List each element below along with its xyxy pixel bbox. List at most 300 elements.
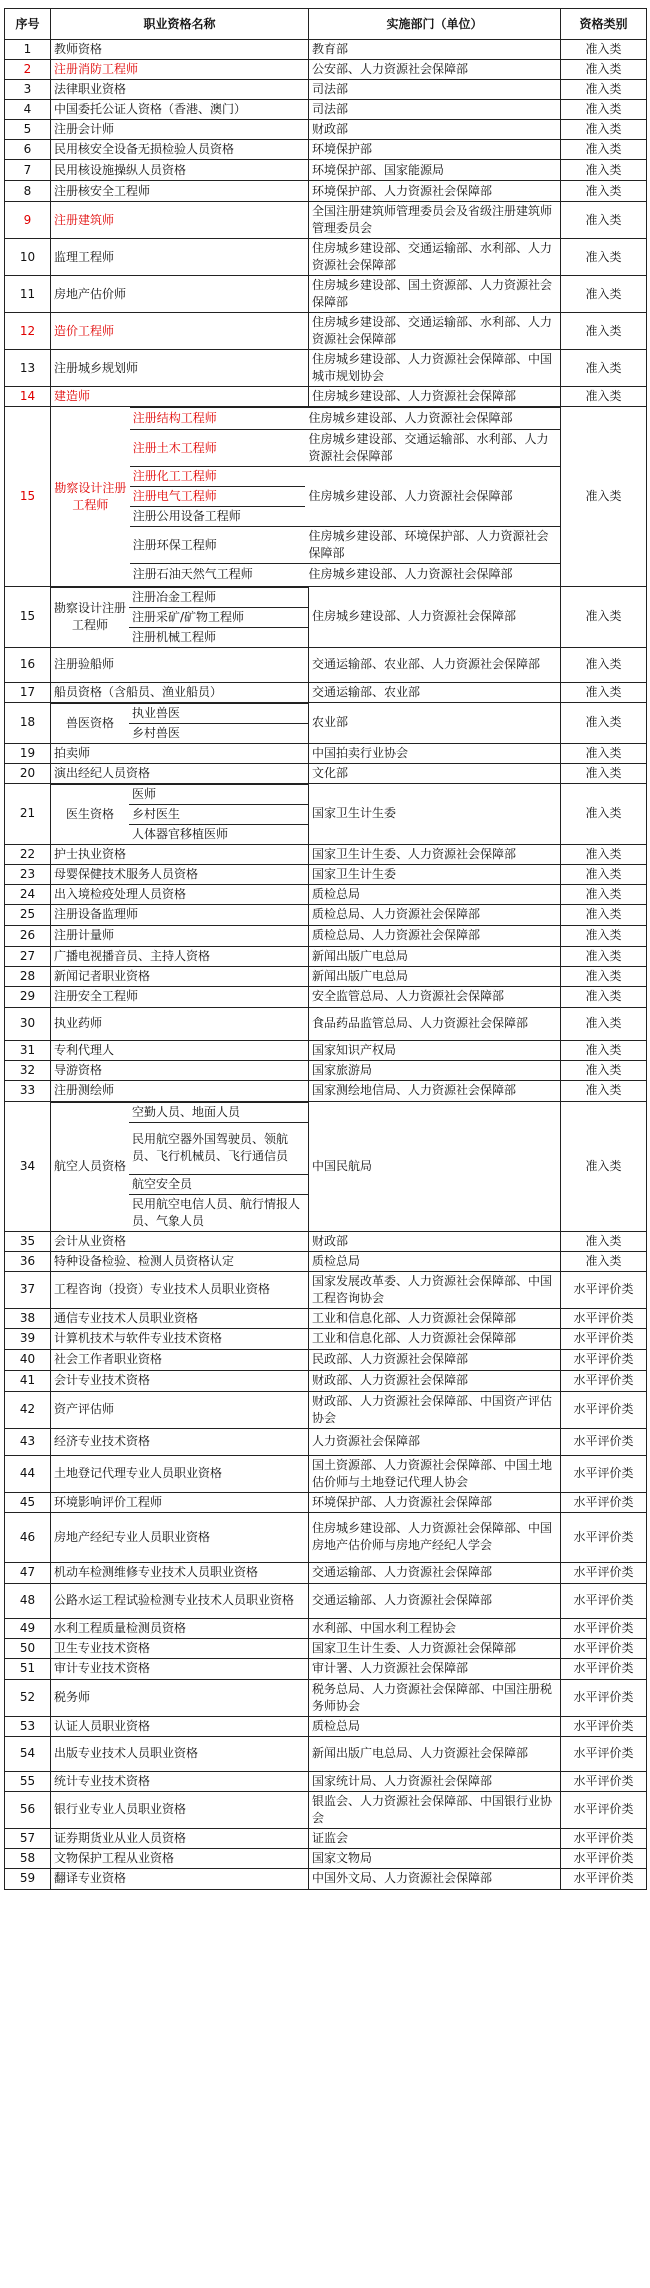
- qualification-category: 准入类: [561, 100, 647, 120]
- implementing-department: 审计署、人力资源社会保障部: [309, 1658, 561, 1679]
- qualification-category: 水平评价类: [561, 1370, 647, 1391]
- row-number: 57: [5, 1828, 51, 1848]
- sub-qualification-name: 乡村医生: [129, 804, 308, 824]
- qualification-category: 准入类: [561, 276, 647, 313]
- table-row: [5, 276, 647, 313]
- implementing-department: 中国拍卖行业协会: [309, 743, 561, 763]
- qualification-category: 水平评价类: [561, 1512, 647, 1562]
- implementing-department: 住房城乡建设部、交通运输部、水利部、人力资源社会保障部: [305, 430, 560, 467]
- sub-qualification-name: 航空安全员: [129, 1174, 308, 1194]
- implementing-department: 教育部: [309, 40, 561, 60]
- table-row: [5, 202, 647, 239]
- qualification-category: 准入类: [561, 60, 647, 80]
- group-label: 医生资格: [51, 784, 129, 844]
- row-number: 17: [5, 682, 51, 702]
- qualification-name: 审计专业技术资格: [51, 1658, 309, 1679]
- row-number: 11: [5, 276, 51, 313]
- row-number: 23: [5, 864, 51, 884]
- implementing-department: 住房城乡建设部、人力资源社会保障部、中国城市规划协会: [309, 350, 561, 387]
- row-number: 55: [5, 1771, 51, 1791]
- qualification-category: 准入类: [561, 160, 647, 181]
- qualification-category: 准入类: [561, 1101, 647, 1231]
- row-number: 32: [5, 1060, 51, 1080]
- row-number: 46: [5, 1512, 51, 1562]
- grouped-qualification-cell: [51, 407, 561, 587]
- table-row: [5, 647, 647, 682]
- table-row: [5, 1060, 647, 1080]
- qualification-category: 准入类: [561, 1007, 647, 1040]
- qualification-category: 水平评价类: [561, 1736, 647, 1771]
- table-row: [5, 743, 647, 763]
- row-number: 34: [5, 1101, 51, 1231]
- qualification-category: 准入类: [561, 1251, 647, 1271]
- row-number: 25: [5, 904, 51, 925]
- qualification-name: 注册建筑师: [51, 202, 309, 239]
- group-label: 勘察设计注册工程师: [51, 587, 129, 647]
- row-number: 39: [5, 1328, 51, 1349]
- qualification-category: 准入类: [561, 202, 647, 239]
- group-label: 兽医资格: [51, 703, 129, 743]
- qualification-name: 会计专业技术资格: [51, 1370, 309, 1391]
- row-number: 56: [5, 1791, 51, 1828]
- row-number: 27: [5, 946, 51, 966]
- qualification-table: [4, 8, 647, 1890]
- table-row: [5, 1428, 647, 1455]
- qualification-category: 准入类: [561, 844, 647, 864]
- implementing-department: 环境保护部: [309, 140, 561, 160]
- row-number: 31: [5, 1040, 51, 1060]
- qualification-name: 建造师: [51, 387, 309, 407]
- table-row: [5, 1828, 647, 1848]
- table-row: [5, 1583, 647, 1618]
- implementing-department: 国家统计局、人力资源社会保障部: [309, 1771, 561, 1791]
- qualification-category: 准入类: [561, 1231, 647, 1251]
- qualification-category: 水平评价类: [561, 1391, 647, 1428]
- implementing-department: 银监会、人力资源社会保障部、中国银行业协会: [309, 1791, 561, 1828]
- header-name: 职业资格名称: [51, 9, 309, 40]
- row-number: 41: [5, 1370, 51, 1391]
- table-row-group: [5, 586, 647, 647]
- qualification-category: 准入类: [561, 1080, 647, 1101]
- implementing-department: 交通运输部、农业部: [309, 682, 561, 702]
- table-row-group: [5, 702, 647, 743]
- sub-qualification-name: 注册土木工程师: [130, 430, 306, 467]
- table-row: [5, 1349, 647, 1370]
- qualification-category: 水平评价类: [561, 1583, 647, 1618]
- row-number: 37: [5, 1271, 51, 1308]
- row-number: 18: [5, 702, 51, 743]
- implementing-department: 住房城乡建设部、人力资源社会保障部: [309, 387, 561, 407]
- header-category: 资格类别: [561, 9, 647, 40]
- implementing-department: 住房城乡建设部、交通运输部、水利部、人力资源社会保障部: [309, 239, 561, 276]
- qualification-name: 水利工程质量检测员资格: [51, 1618, 309, 1638]
- sub-row: [51, 408, 560, 430]
- sub-qualification-name: 注册冶金工程师: [129, 587, 308, 607]
- implementing-department: 安全监管总局、人力资源社会保障部: [309, 986, 561, 1007]
- header-dept: 实施部门（单位）: [309, 9, 561, 40]
- qualification-name: 注册会计师: [51, 120, 309, 140]
- table-row: [5, 350, 647, 387]
- table-row: [5, 1455, 647, 1492]
- implementing-department: 住房城乡建设部、人力资源社会保障部: [305, 564, 560, 586]
- qualification-category: 水平评价类: [561, 1828, 647, 1848]
- implementing-department: 质检总局: [309, 1251, 561, 1271]
- qualification-name: 土地登记代理专业人员职业资格: [51, 1455, 309, 1492]
- implementing-department: 人力资源社会保障部: [309, 1428, 561, 1455]
- sub-row: [51, 784, 308, 804]
- sub-qualification-name: 注册石油天然气工程师: [130, 564, 306, 586]
- qualification-category: 准入类: [561, 904, 647, 925]
- qualification-category: 水平评价类: [561, 1658, 647, 1679]
- qualification-category: 水平评价类: [561, 1308, 647, 1328]
- table-row: [5, 1328, 647, 1349]
- qualification-name: 广播电视播音员、主持人资格: [51, 946, 309, 966]
- table-row: [5, 1868, 647, 1889]
- row-number: 5: [5, 120, 51, 140]
- implementing-department: 国土资源部、人力资源社会保障部、中国土地估价师与土地登记代理人协会: [309, 1455, 561, 1492]
- row-number: 13: [5, 350, 51, 387]
- table-row: [5, 1080, 647, 1101]
- implementing-department: 交通运输部、人力资源社会保障部: [309, 1562, 561, 1583]
- qualification-name: 船员资格（含船员、渔业船员）: [51, 682, 309, 702]
- qualification-name: 护士执业资格: [51, 844, 309, 864]
- implementing-department: 税务总局、人力资源社会保障部、中国注册税务师协会: [309, 1679, 561, 1716]
- table-row: [5, 946, 647, 966]
- implementing-department: 住房城乡建设部、人力资源社会保障部: [305, 467, 560, 527]
- implementing-department: 住房城乡建设部、人力资源社会保障部: [305, 408, 560, 430]
- table-row: [5, 1512, 647, 1562]
- qualification-name: 房地产估价师: [51, 276, 309, 313]
- qualification-category: 准入类: [561, 313, 647, 350]
- sub-qualification-name: 注册机械工程师: [129, 627, 308, 647]
- qualification-category: 准入类: [561, 387, 647, 407]
- row-number: 9: [5, 202, 51, 239]
- implementing-department: 住房城乡建设部、人力资源社会保障部: [309, 586, 561, 647]
- row-number: 47: [5, 1562, 51, 1583]
- implementing-department: 国家旅游局: [309, 1060, 561, 1080]
- implementing-department: 全国注册建筑师管理委员会及省级注册建筑师管理委员会: [309, 202, 561, 239]
- qualification-category: 准入类: [561, 1060, 647, 1080]
- qualification-category: 水平评价类: [561, 1791, 647, 1828]
- table-row: [5, 160, 647, 181]
- sub-qualification-name: 注册采矿/矿物工程师: [129, 607, 308, 627]
- row-number: 4: [5, 100, 51, 120]
- qualification-name: 导游资格: [51, 1060, 309, 1080]
- row-number: 1: [5, 40, 51, 60]
- row-number: 7: [5, 160, 51, 181]
- row-number: 54: [5, 1736, 51, 1771]
- table-row: [5, 1771, 647, 1791]
- qualification-category: 水平评价类: [561, 1349, 647, 1370]
- qualification-name: 公路水运工程试验检测专业技术人员职业资格: [51, 1583, 309, 1618]
- implementing-department: 中国外文局、人力资源社会保障部: [309, 1868, 561, 1889]
- qualification-name: 证券期货业从业人员资格: [51, 1828, 309, 1848]
- row-number: 52: [5, 1679, 51, 1716]
- qualification-name: 资产评估师: [51, 1391, 309, 1428]
- implementing-department: 住房城乡建设部、国土资源部、人力资源社会保障部: [309, 276, 561, 313]
- implementing-department: 住房城乡建设部、环境保护部、人力资源社会保障部: [305, 527, 560, 564]
- table-row: [5, 884, 647, 904]
- sub-qualification-name: 乡村兽医: [129, 723, 308, 743]
- qualification-category: 水平评价类: [561, 1562, 647, 1583]
- qualification-category: 准入类: [561, 682, 647, 702]
- implementing-department: 中国民航局: [309, 1101, 561, 1231]
- qualification-category: 准入类: [561, 350, 647, 387]
- qualification-category: 水平评价类: [561, 1455, 647, 1492]
- table-row: [5, 1251, 647, 1271]
- row-number: 24: [5, 884, 51, 904]
- implementing-department: 国家知识产权局: [309, 1040, 561, 1060]
- qualification-category: 准入类: [561, 986, 647, 1007]
- qualification-name: 注册安全工程师: [51, 986, 309, 1007]
- implementing-department: 文化部: [309, 763, 561, 783]
- sub-qualification-name: 空勤人员、地面人员: [129, 1102, 308, 1122]
- qualification-category: 准入类: [561, 1040, 647, 1060]
- table-row: [5, 1679, 647, 1716]
- grouped-qualification-cell: [51, 783, 309, 844]
- qualification-name: 造价工程师: [51, 313, 309, 350]
- row-number: 6: [5, 140, 51, 160]
- qualification-name: 社会工作者职业资格: [51, 1349, 309, 1370]
- qualification-category: 水平评价类: [561, 1848, 647, 1868]
- table-row: [5, 1007, 647, 1040]
- implementing-department: 民政部、人力资源社会保障部: [309, 1349, 561, 1370]
- table-row: [5, 1791, 647, 1828]
- row-number: 44: [5, 1455, 51, 1492]
- qualification-category: 准入类: [561, 647, 647, 682]
- implementing-department: 质检总局、人力资源社会保障部: [309, 925, 561, 946]
- row-number: 12: [5, 313, 51, 350]
- row-number: 48: [5, 1583, 51, 1618]
- table-row: [5, 1658, 647, 1679]
- qualification-name: 翻译专业资格: [51, 1868, 309, 1889]
- qualification-name: 环境影响评价工程师: [51, 1492, 309, 1512]
- implementing-department: 环境保护部、国家能源局: [309, 160, 561, 181]
- table-row: [5, 181, 647, 202]
- row-number: 15: [5, 407, 51, 587]
- qualification-name: 注册测绘师: [51, 1080, 309, 1101]
- qualification-name: 特种设备检验、检测人员资格认定: [51, 1251, 309, 1271]
- qualification-category: 准入类: [561, 763, 647, 783]
- table-row: [5, 1271, 647, 1308]
- qualification-name: 认证人员职业资格: [51, 1716, 309, 1736]
- row-number: 8: [5, 181, 51, 202]
- implementing-department: 司法部: [309, 100, 561, 120]
- table-row: [5, 120, 647, 140]
- table-row: [5, 925, 647, 946]
- qualification-name: 注册城乡规划师: [51, 350, 309, 387]
- sub-qualification-name: 注册电气工程师: [130, 487, 306, 507]
- row-number: 21: [5, 783, 51, 844]
- grouped-qualification-cell: [51, 1101, 309, 1231]
- implementing-department: 财政部、人力资源社会保障部、中国资产评估协会: [309, 1391, 561, 1428]
- qualification-category: 水平评价类: [561, 1328, 647, 1349]
- group-label: 航空人员资格: [51, 1102, 129, 1231]
- table-row: [5, 239, 647, 276]
- table-row: [5, 1638, 647, 1658]
- implementing-department: 交通运输部、农业部、人力资源社会保障部: [309, 647, 561, 682]
- qualification-category: 准入类: [561, 120, 647, 140]
- table-row: [5, 1040, 647, 1060]
- implementing-department: 财政部、人力资源社会保障部: [309, 1370, 561, 1391]
- implementing-department: 司法部: [309, 80, 561, 100]
- implementing-department: 国家卫生计生委: [309, 783, 561, 844]
- implementing-department: 财政部: [309, 120, 561, 140]
- table-row: [5, 1562, 647, 1583]
- row-number: 49: [5, 1618, 51, 1638]
- group-label: 勘察设计注册工程师: [54, 480, 127, 512]
- row-number: 19: [5, 743, 51, 763]
- table-row-group: [5, 407, 647, 587]
- row-number: 45: [5, 1492, 51, 1512]
- table-row: [5, 100, 647, 120]
- qualification-name: 注册计量师: [51, 925, 309, 946]
- row-number: 29: [5, 986, 51, 1007]
- row-number: 2: [5, 60, 51, 80]
- table-row: [5, 682, 647, 702]
- implementing-department: 环境保护部、人力资源社会保障部: [309, 1492, 561, 1512]
- qualification-category: 准入类: [561, 702, 647, 743]
- sub-qualification-name: 民用航空器外国驾驶员、领航员、飞行机械员、飞行通信员: [129, 1122, 308, 1174]
- table-row: [5, 80, 647, 100]
- table-row: [5, 966, 647, 986]
- sub-qualification-name: 医师: [129, 784, 308, 804]
- qualification-name: 注册验船师: [51, 647, 309, 682]
- row-number: 59: [5, 1868, 51, 1889]
- table-row: [5, 1370, 647, 1391]
- row-number: 36: [5, 1251, 51, 1271]
- implementing-department: 农业部: [309, 702, 561, 743]
- table-row: [5, 763, 647, 783]
- qualification-category: 准入类: [561, 80, 647, 100]
- qualification-category: 准入类: [561, 966, 647, 986]
- implementing-department: 公安部、人力资源社会保障部: [309, 60, 561, 80]
- qualification-name: 银行业专业人员职业资格: [51, 1791, 309, 1828]
- implementing-department: 国家发展改革委、人力资源社会保障部、中国工程咨询协会: [309, 1271, 561, 1308]
- implementing-department: 水利部、中国水利工程协会: [309, 1618, 561, 1638]
- row-number: 53: [5, 1716, 51, 1736]
- grouped-qualification-cell: [51, 702, 309, 743]
- sub-qualification-name: 注册结构工程师: [130, 408, 306, 430]
- implementing-department: 新闻出版广电总局: [309, 966, 561, 986]
- implementing-department: 国家测绘地信局、人力资源社会保障部: [309, 1080, 561, 1101]
- implementing-department: 财政部: [309, 1231, 561, 1251]
- qualification-category: 水平评价类: [561, 1618, 647, 1638]
- qualification-name: 民用核设施操纵人员资格: [51, 160, 309, 181]
- qualification-name: 房地产经纪专业人员职业资格: [51, 1512, 309, 1562]
- qualification-name: 计算机技术与软件专业技术资格: [51, 1328, 309, 1349]
- implementing-department: 质检总局: [309, 1716, 561, 1736]
- row-number: 20: [5, 763, 51, 783]
- qualification-name: 注册设备监理师: [51, 904, 309, 925]
- qualification-category: 准入类: [561, 181, 647, 202]
- implementing-department: 国家卫生计生委、人力资源社会保障部: [309, 844, 561, 864]
- qualification-category: 准入类: [561, 925, 647, 946]
- table-row: [5, 844, 647, 864]
- implementing-department: 住房城乡建设部、交通运输部、水利部、人力资源社会保障部: [309, 313, 561, 350]
- qualification-category: 准入类: [561, 946, 647, 966]
- row-number: 26: [5, 925, 51, 946]
- qualification-category: 准入类: [561, 586, 647, 647]
- qualification-category: 水平评价类: [561, 1271, 647, 1308]
- implementing-department: 工业和信息化部、人力资源社会保障部: [309, 1308, 561, 1328]
- row-number: 33: [5, 1080, 51, 1101]
- qualification-category: 准入类: [561, 884, 647, 904]
- table-row: [5, 1618, 647, 1638]
- implementing-department: 住房城乡建设部、人力资源社会保障部、中国房地产估价师与房地产经纪人学会: [309, 1512, 561, 1562]
- qualification-category: 准入类: [561, 140, 647, 160]
- qualification-name: 拍卖师: [51, 743, 309, 763]
- qualification-category: 水平评价类: [561, 1492, 647, 1512]
- table-row: [5, 60, 647, 80]
- table-row: [5, 313, 647, 350]
- grouped-qualification-cell: [51, 586, 309, 647]
- row-number: 28: [5, 966, 51, 986]
- sub-qualification-name: 注册化工工程师: [130, 467, 306, 487]
- table-row: [5, 904, 647, 925]
- table-row-group: [5, 1101, 647, 1231]
- row-number: 42: [5, 1391, 51, 1428]
- implementing-department: 食品药品监管总局、人力资源社会保障部: [309, 1007, 561, 1040]
- header-no: 序号: [5, 9, 51, 40]
- qualification-name: 注册核安全工程师: [51, 181, 309, 202]
- qualification-name: 机动车检测维修专业技术人员职业资格: [51, 1562, 309, 1583]
- qualification-category: 准入类: [561, 40, 647, 60]
- row-number: 43: [5, 1428, 51, 1455]
- qualification-category: 准入类: [561, 407, 647, 587]
- table-row: [5, 1492, 647, 1512]
- implementing-department: 质检总局: [309, 884, 561, 904]
- qualification-category: 准入类: [561, 864, 647, 884]
- implementing-department: 交通运输部、人力资源社会保障部: [309, 1583, 561, 1618]
- row-number: 58: [5, 1848, 51, 1868]
- implementing-department: 国家文物局: [309, 1848, 561, 1868]
- qualification-name: 专利代理人: [51, 1040, 309, 1060]
- table-row: [5, 864, 647, 884]
- qualification-category: 准入类: [561, 783, 647, 844]
- table-header-row: [5, 9, 647, 40]
- sub-qualification-name: 注册公用设备工程师: [130, 507, 306, 527]
- implementing-department: 新闻出版广电总局: [309, 946, 561, 966]
- qualification-name: 演出经纪人员资格: [51, 763, 309, 783]
- sub-qualification-name: 民用航空电信人员、航行情报人员、气象人员: [129, 1194, 308, 1231]
- qualification-name: 监理工程师: [51, 239, 309, 276]
- qualification-category: 水平评价类: [561, 1868, 647, 1889]
- sub-qualification-name: 人体器官移植医师: [129, 824, 308, 844]
- implementing-department: 环境保护部、人力资源社会保障部: [309, 181, 561, 202]
- table-row: [5, 1848, 647, 1868]
- row-number: 16: [5, 647, 51, 682]
- qualification-category: 水平评价类: [561, 1679, 647, 1716]
- row-number: 10: [5, 239, 51, 276]
- qualification-name: 出版专业技术人员职业资格: [51, 1736, 309, 1771]
- qualification-category: 水平评价类: [561, 1638, 647, 1658]
- implementing-department: 国家卫生计生委: [309, 864, 561, 884]
- sub-row: [51, 703, 308, 723]
- row-number: 38: [5, 1308, 51, 1328]
- qualification-name: 出入境检疫处理人员资格: [51, 884, 309, 904]
- table-row: [5, 387, 647, 407]
- row-number: 50: [5, 1638, 51, 1658]
- sub-qualification-name: 执业兽医: [129, 703, 308, 723]
- qualification-name: 文物保护工程从业资格: [51, 1848, 309, 1868]
- qualification-name: 卫生专业技术资格: [51, 1638, 309, 1658]
- qualification-name: 教师资格: [51, 40, 309, 60]
- qualification-category: 水平评价类: [561, 1771, 647, 1791]
- qualification-category: 准入类: [561, 239, 647, 276]
- table-row: [5, 1716, 647, 1736]
- qualification-name: 通信专业技术人员职业资格: [51, 1308, 309, 1328]
